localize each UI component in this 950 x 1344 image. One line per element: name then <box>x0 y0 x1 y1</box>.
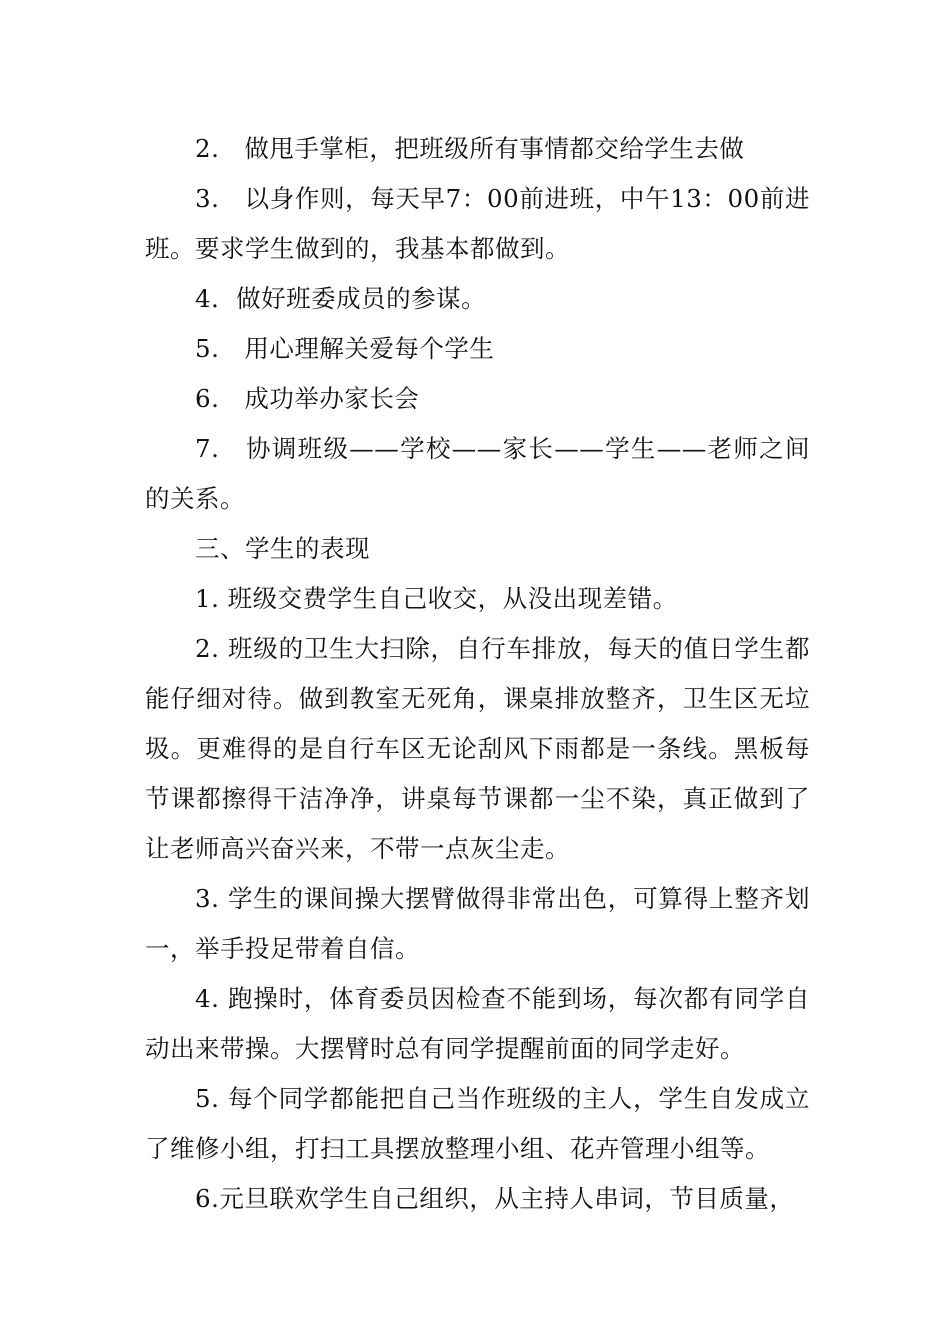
student-item-3: 3. 学生的课间操大摆臂做得非常出色，可算得上整齐划一，举手投足带着自信。 <box>145 884 810 963</box>
section-heading: 三、学生的表现 <box>195 534 370 563</box>
student-item-1: 1. 班级交费学生自己收交，从没出现差错。 <box>195 584 678 613</box>
paragraph-item-2: 2. 做甩手掌柜，把班级所有事情都交给学生去做 <box>195 134 745 163</box>
paragraph-item-7: 7. 协调班级——学校——家长——学生——老师之间的关系。 <box>145 434 810 513</box>
student-item-6: 6.元旦联欢学生自己组织，从主持人串词，节目质量， <box>195 1184 795 1213</box>
paragraph-item-3: 3. 以身作则，每天早7：00前进班，中午13：00前进班。要求学生做到的，我基本都做到。 <box>145 184 810 263</box>
student-item-4: 4. 跑操时，体育委员因检查不能到场，每次都有同学自动出来带操。大摆臂时总有同学提醒前面的同学走好。 <box>145 984 810 1063</box>
student-item-5: 5. 每个同学都能把自己当作班级的主人，学生自发成立了维修小组，打扫工具摆放整理小组、花卉管理小组等。 <box>145 1084 810 1163</box>
paragraph-item-4: 4．做好班委成员的参谋。 <box>195 284 487 313</box>
paragraph-item-6: 6. 成功举办家长会 <box>195 384 420 413</box>
student-item-2: 2. 班级的卫生大扫除，自行车排放，每天的值日学生都能仔细对待。做到教室无死角，课桌排放整齐，卫生区无垃圾。更难得的是自行车区无论刮风下雨都是一条线。黑板每节课都擦得干洁净净，讲桌每节课都一尘不染，真正做到了让老师高兴奋兴来，不带一点灰尘走。 <box>145 634 810 863</box>
document-body <box>145 124 810 1224</box>
paragraph-item-5: 5. 用心理解关爱每个学生 <box>195 334 495 363</box>
